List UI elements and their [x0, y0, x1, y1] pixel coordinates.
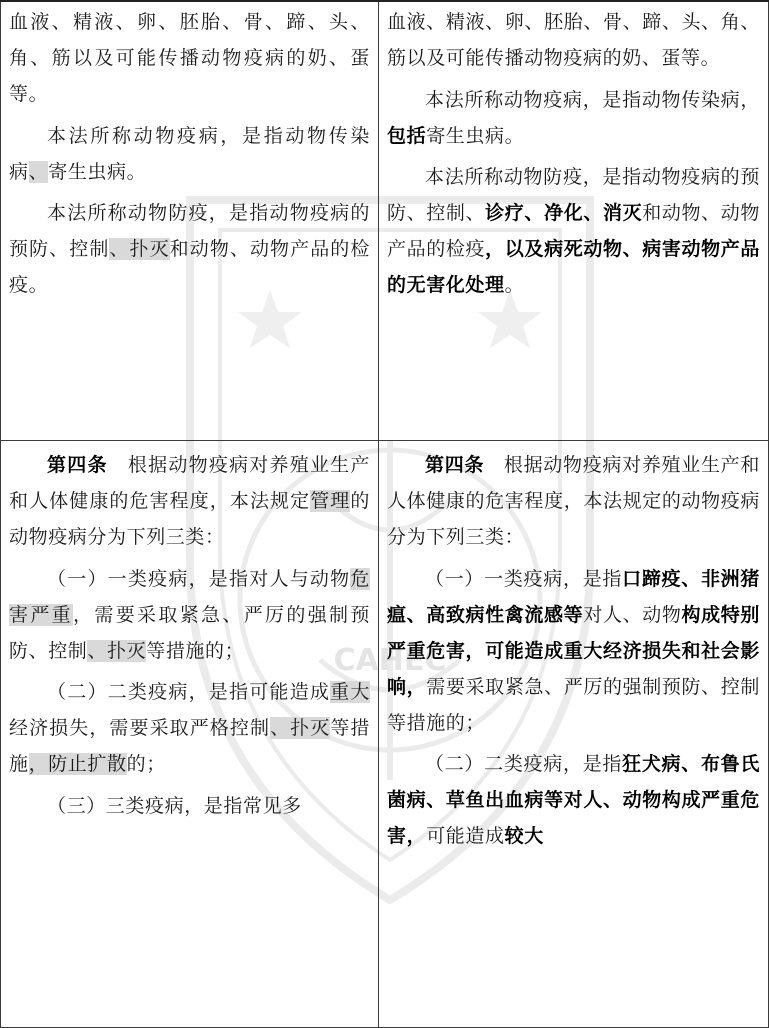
text-run: 经济损失，需要采取严格控制 [9, 717, 271, 739]
added-text: 口蹄疫、非洲猪瘟、高致病性禽流感等 [387, 567, 760, 626]
added-text: 较大 [504, 825, 544, 847]
paragraph [387, 159, 760, 303]
added-text: ，以及病死动物、病害动物产品的无害化处理 [387, 238, 760, 296]
deleted-text-highlight: 管理 [310, 490, 351, 512]
deleted-text-highlight: 、扑灭 [109, 238, 170, 260]
text-run: 本法所称动物疫病，是指动物传染病 [9, 124, 370, 183]
old-text-cell [1, 1, 379, 441]
new-text-cell [379, 1, 769, 441]
text-run: 血液、精液、卵、胚胎、骨、蹄、头、角、筋以及可能传播动物疫病的奶、蛋等。 [387, 11, 760, 69]
text-run: （一）一类疫病，是指 [425, 567, 623, 590]
old-text-cell [1, 441, 379, 1028]
paragraph [9, 195, 370, 303]
text-run: 根据动物疫病对养殖业生产和人体健康的危害程度，本法规定 [9, 454, 370, 512]
deleted-text-highlight: 、扑灭 [270, 717, 331, 739]
text-run: 寄生虫病。 [426, 124, 525, 147]
text-run: 和动物、动物产品的检疫 [387, 202, 760, 260]
text-run: 。 [504, 274, 525, 296]
paragraph [9, 788, 370, 824]
paragraph [9, 4, 370, 112]
text-run: ，需要采取紧急、严厉的强制预防、控制 [9, 603, 370, 662]
text-run: 需要采取紧急、严厉的强制预防、控制等措施的； [387, 675, 761, 734]
text-run: （二）二类疫病，是指可能造成 [47, 681, 331, 703]
added-text: 第四条 [425, 454, 485, 476]
paragraph [9, 447, 370, 555]
text-run: 对人、动物 [583, 603, 682, 626]
table-row [1, 1, 769, 441]
text-run: 等措施的； [146, 639, 245, 662]
new-text-cell [379, 441, 769, 1028]
added-text: 包括 [387, 124, 427, 147]
text-run: （一）一类疫病，是指对人与动物 [47, 567, 351, 590]
text-run: 本法所称动物防疫，是指动物疫病的预防、控制 [9, 202, 370, 260]
paragraph [387, 746, 760, 854]
deleted-text-highlight: 、 [28, 160, 49, 183]
text-run: 血液、精液、卵、胚胎、骨、蹄、头、角、筋以及可能传播动物疫病的奶、蛋等。 [9, 11, 370, 105]
deleted-text-highlight: 、扑灭 [87, 639, 147, 662]
paragraph [387, 447, 760, 555]
deleted-text-highlight: 重大 [330, 681, 370, 703]
added-text: 狂犬病、布鲁氏菌病、草鱼出血病等对人、动物构成严重危害， [387, 753, 760, 847]
deleted-text-highlight: 危害严重 [9, 567, 370, 626]
added-text: 构成特别严重危害，可能造成重大经济损失和社会影响， [387, 603, 760, 698]
text-run: 可能造成 [426, 825, 505, 847]
text-run: 根据动物疫病对养殖业生产和人体健康的危害程度，本法规定的动物疫病分为下列三类： [387, 454, 760, 548]
paragraph [9, 674, 370, 782]
text-run: 和动物、动物产品的检疫。 [9, 238, 370, 296]
paragraph [387, 82, 760, 154]
paragraph [9, 561, 370, 669]
text-run: （三）三类疫病，是指常见多 [47, 794, 302, 817]
paragraph [9, 118, 370, 190]
text-run: 等措施 [9, 717, 370, 775]
added-text: 诊疗、净化、消灭 [485, 202, 643, 224]
text-run: （二）二类疫病，是指 [425, 753, 623, 775]
text-run: 的动物疫病分为下列三类： [9, 490, 370, 548]
text-run: 的； [126, 753, 166, 775]
watermark-label: CAHEC [333, 643, 447, 678]
added-text: 第四条 [47, 454, 108, 476]
table-row [1, 441, 769, 1028]
text-run: 本法所称动物防疫，是指动物疫病的预防、控制、 [387, 166, 760, 224]
text-run: 寄生虫病。 [48, 160, 147, 183]
text-run: 本法所称动物疫病，是指动物传染病， [425, 88, 760, 111]
deleted-text-highlight: ，防止扩散 [28, 753, 127, 775]
paragraph [387, 561, 760, 741]
paragraph [387, 4, 760, 76]
